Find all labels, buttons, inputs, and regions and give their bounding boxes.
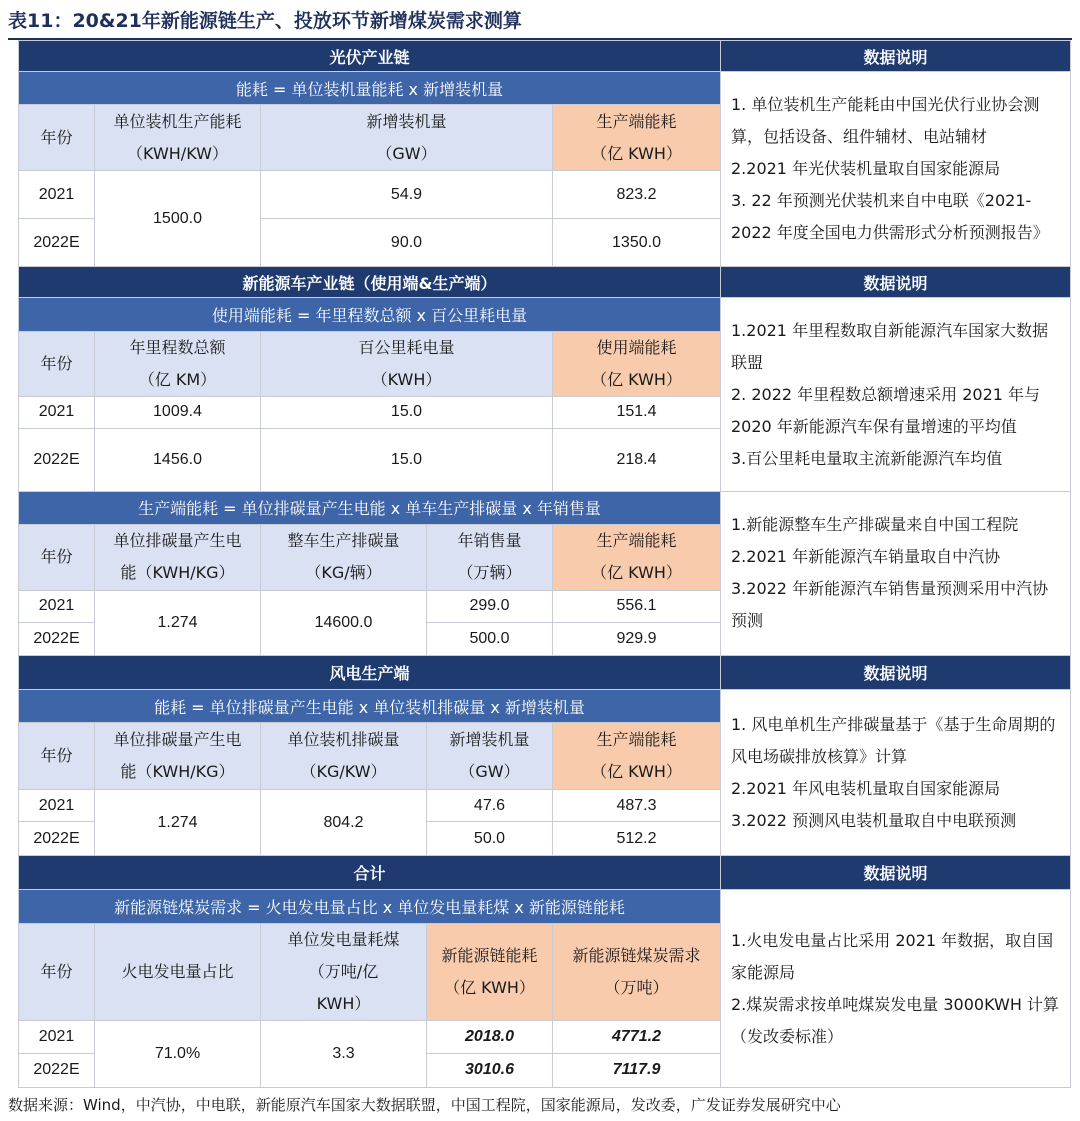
ev-use-header-mileage-l1: 年里程数总额	[129, 337, 226, 357]
wind-unit-carbon: 804.2	[261, 790, 427, 856]
ev-prod-energy-per-carbon: 1.274	[95, 590, 261, 655]
coal-demand-table	[18, 40, 1071, 1088]
pv-capacity-2021: 54.9	[261, 171, 553, 219]
wind-header-energy-l2: （亿 KWH）	[591, 762, 682, 782]
ev-prod-header-sales-l2: （万辆）	[457, 563, 522, 583]
pv-note-2: 2.2021 年光伏装机量取自国家能源局	[731, 159, 1001, 179]
ev-prod-sales-2022e: 500.0	[427, 623, 553, 656]
total-chain-energy-2021: 2018.0	[427, 1020, 553, 1053]
wind-header-new-capacity	[427, 723, 553, 790]
ev-notes-title: 数据说明	[721, 267, 1071, 298]
ev-use-header-mileage	[95, 331, 261, 396]
total-chain-energy-2022e: 3010.6	[427, 1053, 553, 1087]
ev-use-formula: 使用端能耗 = 年里程数总额 x 百公里耗电量	[19, 298, 721, 331]
pv-notes-title: 数据说明	[721, 41, 1071, 72]
total-header-coal-demand	[553, 923, 721, 1020]
total-note-2: 2.煤炭需求按单吨煤炭发电量 3000KWH 计算（发改委标准）	[731, 994, 1059, 1046]
ev-prod-header-vehicle-carbon-l2: （KG/辆）	[305, 563, 382, 583]
ev-prod-formula: 生产端能耗 = 单位排碳量产生电能 x 单车生产排碳量 x 年销售量	[19, 491, 721, 524]
wind-header-energy	[553, 723, 721, 790]
total-thermal-share: 71.0%	[95, 1020, 261, 1087]
pv-energy-2022e: 1350.0	[553, 219, 721, 267]
total-header-year: 年份	[19, 923, 95, 1020]
ev-prod-header-energy-l2: （亿 KWH）	[591, 563, 682, 583]
total-coal-demand-2022e: 7117.9	[553, 1053, 721, 1087]
data-source: 数据来源：Wind，中汽协，中电联，新能原汽车国家大数据联盟，中国工程院，国家能源局，发改委，广发证券发展研究中心	[8, 1096, 841, 1114]
ev-prod-note-3: 3.2022 年新能源汽车销售量预测采用中汽协预测	[731, 579, 1049, 631]
total-notes	[721, 890, 1071, 1088]
ev-prod-header-sales-l1: 年销售量	[457, 531, 522, 551]
wind-energy-2021: 487.3	[553, 790, 721, 822]
ev-use-header-energy	[553, 331, 721, 396]
total-header-coal-per-power-l2: （万吨/亿	[308, 961, 379, 981]
ev-use-energy-2021: 151.4	[553, 396, 721, 428]
ev-prod-notes	[721, 491, 1071, 655]
total-header-coal-per-power	[261, 923, 427, 1020]
total-coal-demand-2021: 4771.2	[553, 1020, 721, 1053]
wind-energy-2022e: 512.2	[553, 822, 721, 856]
ev-use-mileage-2022e: 1456.0	[95, 428, 261, 491]
wind-capacity-2021: 47.6	[427, 790, 553, 822]
wind-notes	[721, 690, 1071, 856]
ev-use-note-3: 3.百公里耗电量取主流新能源汽车均值	[731, 448, 1003, 468]
ev-use-year-2021: 2021	[19, 396, 95, 428]
ev-prod-header-energy	[553, 524, 721, 590]
pv-header-prod-energy	[553, 105, 721, 171]
ev-prod-header-vehicle-carbon	[261, 524, 427, 590]
pv-header-year: 年份	[19, 105, 95, 171]
pv-capacity-2022e: 90.0	[261, 219, 553, 267]
wind-formula: 能耗 = 单位排碳量产生电能 x 单位装机排碳量 x 新增装机量	[19, 690, 721, 723]
table-title: 表11：20&21年新能源链生产、投放环节新增煤炭需求测算	[8, 10, 522, 32]
wind-header-year: 年份	[19, 723, 95, 790]
total-note-1: 1.火电发电量占比采用 2021 年数据，取自国家能源局	[731, 930, 1054, 982]
total-header-chain-energy-l1: 新能源链能耗	[441, 945, 538, 965]
wind-header-new-capacity-l1: 新增装机量	[449, 730, 530, 750]
ev-prod-note-1: 1.新能源整车生产排碳量来自中国工程院	[731, 515, 1019, 535]
ev-prod-header-sales	[427, 524, 553, 590]
wind-notes-title: 数据说明	[721, 656, 1071, 690]
wind-header-energy-per-carbon	[95, 723, 261, 790]
ev-prod-energy-2021: 556.1	[553, 590, 721, 622]
total-formula: 新能源链煤炭需求 = 火电发电量占比 x 单位发电量耗煤 x 新能源链能耗	[19, 890, 721, 923]
wind-section-title: 风电生产端	[19, 656, 721, 690]
ev-use-header-energy-l2: （亿 KWH）	[591, 369, 682, 389]
total-notes-title: 数据说明	[721, 856, 1071, 890]
ev-use-header-consumption	[261, 331, 553, 396]
pv-year-2022e: 2022E	[19, 219, 95, 267]
ev-prod-sales-2021: 299.0	[427, 590, 553, 622]
wind-header-unit-carbon-l2: （KG/KW）	[300, 762, 387, 782]
pv-header-prod-energy-l2: （亿 KWH）	[591, 143, 682, 163]
pv-formula: 能耗 = 单位装机量能耗 x 新增装机量	[19, 72, 721, 105]
wind-energy-per-carbon: 1.274	[95, 790, 261, 856]
wind-note-2: 2.2021 年风电装机量取自国家能源局	[731, 778, 1001, 798]
wind-year-2021: 2021	[19, 790, 95, 822]
pv-header-unit-energy-l2: （KWH/KW）	[127, 143, 228, 163]
pv-note-1: 1. 单位装机生产能耗由中国光伏行业协会测算，包括设备、组件辅材、电站辅材	[731, 95, 1040, 147]
wind-year-2022e: 2022E	[19, 822, 95, 856]
pv-section-title: 光伏产业链	[19, 41, 721, 72]
ev-prod-header-energy-per-carbon-l1: 单位排碳量产生电	[113, 531, 242, 551]
pv-header-new-capacity-l2: （GW）	[376, 143, 437, 163]
pv-header-new-capacity-l1: 新增装机量	[366, 111, 447, 131]
pv-note-3: 3. 22 年预测光伏装机来自中电联《2021-2022 年度全国电力供需形式分析预测报告》	[731, 191, 1049, 243]
wind-header-energy-per-carbon-l1: 单位排碳量产生电	[113, 730, 242, 750]
total-header-coal-demand-l2: （万吨）	[604, 977, 669, 997]
ev-prod-vehicle-carbon: 14600.0	[261, 590, 427, 655]
wind-header-energy-l1: 生产端能耗	[596, 730, 677, 750]
pv-header-prod-energy-l1: 生产端能耗	[596, 111, 677, 131]
pv-header-unit-energy	[95, 105, 261, 171]
wind-capacity-2022e: 50.0	[427, 822, 553, 856]
ev-prod-header-energy-per-carbon-l2: 能（KWH/KG）	[120, 563, 235, 583]
total-section-title: 合计	[19, 856, 721, 890]
wind-header-unit-carbon-l1: 单位装机排碳量	[287, 730, 400, 750]
ev-use-header-consumption-l1: 百公里耗电量	[358, 337, 455, 357]
wind-note-3: 3.2022 预测风电装机量取自中电联预测	[731, 810, 1017, 830]
ev-prod-energy-2022e: 929.9	[553, 623, 721, 656]
total-header-chain-energy	[427, 923, 553, 1020]
total-coal-per-power: 3.3	[261, 1020, 427, 1087]
total-header-chain-energy-l2: （亿 KWH）	[444, 977, 535, 997]
ev-use-header-energy-l1: 使用端能耗	[596, 337, 677, 357]
wind-header-new-capacity-l2: （GW）	[459, 762, 520, 782]
ev-use-consumption-2021: 15.0	[261, 396, 553, 428]
ev-use-header-consumption-l2: （KWH）	[371, 369, 442, 389]
ev-use-year-2022e: 2022E	[19, 428, 95, 491]
total-header-coal-per-power-l3: KWH）	[316, 993, 371, 1013]
total-header-coal-demand-l1: 新能源链煤炭需求	[572, 945, 701, 965]
pv-energy-2021: 823.2	[553, 171, 721, 219]
ev-use-consumption-2022e: 15.0	[261, 428, 553, 491]
pv-notes	[721, 72, 1071, 267]
pv-header-unit-energy-l1: 单位装机生产能耗	[113, 111, 242, 131]
total-year-2021: 2021	[19, 1020, 95, 1053]
pv-year-2021: 2021	[19, 171, 95, 219]
ev-use-header-year: 年份	[19, 331, 95, 396]
ev-prod-header-energy-per-carbon	[95, 524, 261, 590]
ev-use-notes	[721, 298, 1071, 491]
pv-header-new-capacity	[261, 105, 553, 171]
ev-use-note-2: 2. 2022 年里程数总额增速采用 2021 年与 2020 年新能源汽车保有量增速的平均值	[731, 384, 1041, 436]
ev-use-header-mileage-l2: （亿 KM）	[138, 369, 217, 389]
ev-prod-header-vehicle-carbon-l1: 整车生产排碳量	[287, 531, 400, 551]
total-header-coal-per-power-l1: 单位发电量耗煤	[287, 929, 400, 949]
ev-prod-year-2022e: 2022E	[19, 623, 95, 656]
ev-use-mileage-2021: 1009.4	[95, 396, 261, 428]
ev-use-energy-2022e: 218.4	[553, 428, 721, 491]
ev-prod-header-energy-l1: 生产端能耗	[596, 531, 677, 551]
pv-unit-energy: 1500.0	[95, 171, 261, 267]
total-year-2022e: 2022E	[19, 1053, 95, 1087]
total-header-thermal-share: 火电发电量占比	[95, 923, 261, 1020]
ev-prod-note-2: 2.2021 年新能源汽车销量取自中汽协	[731, 547, 1001, 567]
wind-header-energy-per-carbon-l2: 能（KWH/KG）	[120, 762, 235, 782]
wind-header-unit-carbon	[261, 723, 427, 790]
wind-note-1: 1. 风电单机生产排碳量基于《基于生命周期的风电场碳排放核算》计算	[731, 714, 1056, 766]
ev-section-title: 新能源车产业链（使用端&生产端）	[19, 267, 721, 298]
ev-prod-year-2021: 2021	[19, 590, 95, 622]
ev-use-note-1: 1.2021 年里程数取自新能源汽车国家大数据联盟	[731, 320, 1049, 372]
ev-prod-header-year: 年份	[19, 524, 95, 590]
